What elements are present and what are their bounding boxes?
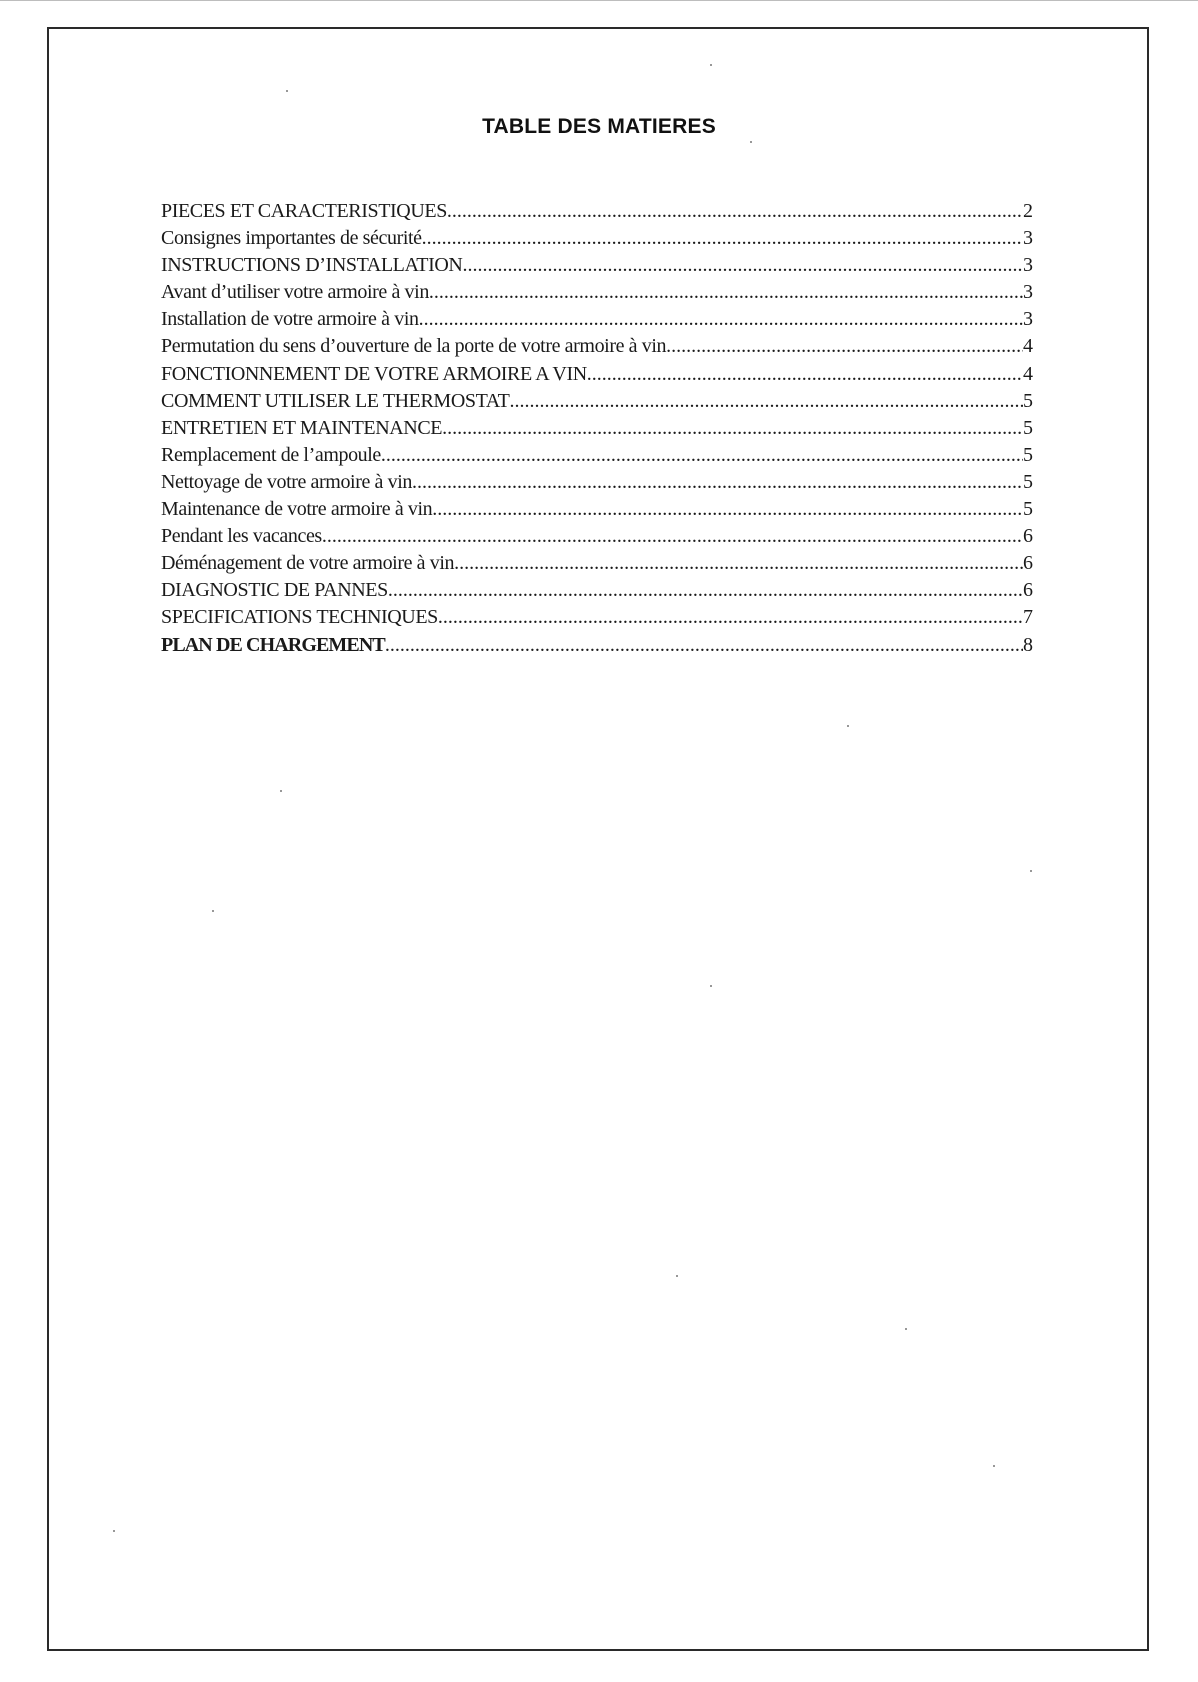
toc-entry — [161, 388, 1033, 415]
toc-entry-label: PLAN DE CHARGEMENT — [161, 633, 385, 656]
toc-dot-leader — [438, 604, 1023, 631]
toc-entry-label: Déménagement de votre armoire à vin — [161, 552, 455, 575]
toc-entry-label: FONCTIONNEMENT DE VOTRE ARMOIRE A VIN — [161, 362, 587, 385]
toc-dot-leader — [422, 225, 1023, 252]
scan-edge-line — [0, 0, 1198, 1]
toc-dot-leader — [388, 577, 1023, 604]
toc-dot-leader — [419, 306, 1023, 333]
toc-entry — [161, 306, 1033, 333]
toc-dot-leader — [509, 388, 1023, 415]
scan-speck — [750, 141, 752, 143]
toc-entry-page-number: 3 — [1023, 254, 1033, 277]
scan-speck — [676, 1275, 678, 1277]
toc-entry-label: Remplacement de l’ampoule — [161, 443, 381, 466]
scan-speck — [905, 1328, 907, 1330]
toc-entry — [161, 469, 1033, 496]
toc-entry-label: Maintenance de votre armoire à vin — [161, 498, 433, 521]
toc-entry-page-number: 5 — [1023, 389, 1033, 412]
toc-entry-label: Avant d’utiliser votre armoire à vin — [161, 281, 429, 304]
toc-dot-leader — [666, 333, 1023, 360]
toc-entry-label: INSTRUCTIONS D’INSTALLATION — [161, 254, 463, 277]
toc-entry-page-number: 5 — [1023, 470, 1033, 493]
toc-dot-leader — [432, 496, 1023, 523]
toc-entry-page-number: 6 — [1023, 525, 1033, 548]
toc-entry-label: ENTRETIEN ET MAINTENANCE — [161, 416, 443, 439]
toc-dot-leader — [447, 198, 1023, 225]
toc-entry — [161, 604, 1033, 631]
toc-entry-label: PIECES ET CARACTERISTIQUES — [161, 200, 447, 222]
toc-entry — [161, 361, 1033, 388]
toc-dot-leader — [385, 632, 1023, 659]
toc-dot-leader — [454, 550, 1023, 577]
toc-dot-leader — [442, 415, 1023, 442]
toc-entry-label: Consignes importantes de sécurité — [161, 227, 422, 250]
toc-entry — [161, 225, 1033, 252]
toc-entry-page-number: 4 — [1023, 335, 1033, 358]
toc-entry-label: Pendant les vacances — [161, 525, 322, 548]
toc-entry — [161, 523, 1033, 550]
toc-dot-leader — [429, 279, 1023, 306]
toc-entry-label: Installation de votre armoire à vin — [161, 308, 419, 331]
page-title: TABLE DES MATIERES — [482, 115, 716, 139]
toc-entry-label: DIAGNOSTIC DE PANNES — [161, 579, 388, 602]
table-of-contents — [161, 198, 1033, 659]
toc-entry-page-number: 4 — [1023, 362, 1033, 385]
scan-speck — [1030, 870, 1032, 872]
scan-speck — [212, 910, 214, 912]
scan-speck — [710, 985, 712, 987]
toc-entry-page-number: 5 — [1023, 416, 1033, 439]
toc-entry — [161, 415, 1033, 442]
scan-speck — [993, 1465, 995, 1467]
toc-entry-label: COMMENT UTILISER LE THERMOSTAT — [161, 389, 510, 412]
toc-entry — [161, 198, 1033, 225]
toc-entry-label: Permutation du sens d’ouverture de la porte de votre armoire à vin — [161, 335, 667, 358]
toc-entry-page-number: 3 — [1023, 308, 1033, 331]
toc-entry — [161, 252, 1033, 279]
toc-dot-leader — [381, 442, 1023, 469]
toc-entry — [161, 333, 1033, 360]
toc-entry — [161, 577, 1033, 604]
toc-entry-label: Nettoyage de votre armoire à vin — [161, 470, 412, 493]
toc-entry — [161, 496, 1033, 523]
toc-entry-page-number: 7 — [1023, 606, 1033, 629]
toc-entry — [161, 442, 1033, 469]
toc-entry-label: SPECIFICATIONS TECHNIQUES — [161, 606, 438, 629]
toc-entry — [161, 550, 1033, 577]
toc-entry-page-number: 5 — [1023, 498, 1033, 521]
toc-entry-page-number: 5 — [1023, 443, 1033, 466]
toc-entry-page-number: 6 — [1023, 552, 1033, 575]
toc-entry-page-number: 6 — [1023, 579, 1033, 602]
toc-entry-page-number: 8 — [1023, 633, 1033, 656]
scan-speck — [286, 90, 288, 92]
scan-speck — [113, 1530, 115, 1532]
toc-dot-leader — [322, 523, 1023, 550]
toc-entry — [161, 279, 1033, 306]
toc-entry — [161, 632, 1033, 659]
toc-entry-page-number: 3 — [1023, 227, 1033, 250]
toc-dot-leader — [587, 361, 1023, 388]
scan-speck — [710, 64, 712, 66]
toc-entry-page-number: 3 — [1023, 281, 1033, 304]
scan-speck — [280, 790, 282, 792]
toc-entry-page-number: 2 — [1023, 200, 1033, 222]
scan-speck — [847, 725, 849, 727]
toc-dot-leader — [462, 252, 1023, 279]
toc-dot-leader — [412, 469, 1023, 496]
